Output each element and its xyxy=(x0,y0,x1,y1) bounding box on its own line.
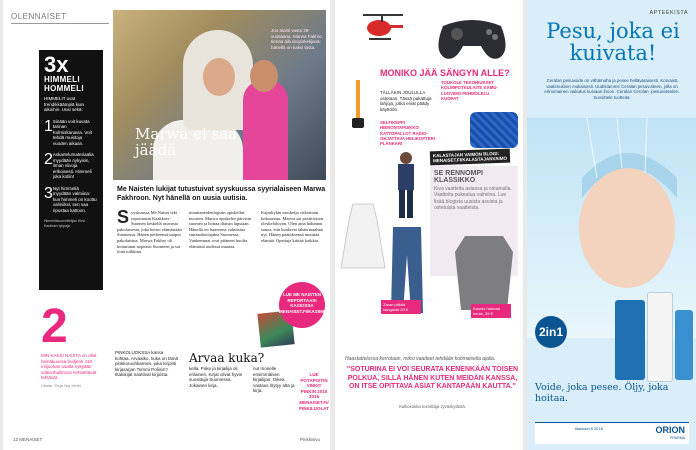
sidebar-item-text: Sinään voit kuvata tarinan Kolmiskanavia. Voit tehdä muistoja vuoden aikaan. xyxy=(52,118,92,146)
ad-footer xyxy=(535,422,689,444)
sidebar-item-text: Nyt himmeliä myydään valmiina: kun himmeli on koottu valmiiksi, sen saa ripustaa kattoon. xyxy=(52,185,97,213)
ad-text: Ceralan pesuvoide on vähämaha ja pesee hellävaraisesti. Korvaisä vaatimuksen mukaisesti. Uudistamme Ceralan pesuvoiteen, jolla on erinomainen vaikutus kuivaan ihoon. Ceralan Cerolan -pesuvoiteiden. Suosittele tuotteita. xyxy=(544,78,680,100)
products-list-2: TOUKOLE TEKOHIUKSET KOLMIPOTKULAITE KAMU-LUOVIMO PEHMOLELU KUOPAT xyxy=(441,80,498,101)
brand-sub: PHARMA xyxy=(670,436,685,440)
sidebar-item-text: Askartelumateriaalia myydään nykyisin, ilman viivoja erikoisesti. Himmeli joka kotiin! xyxy=(52,152,94,179)
ad-page xyxy=(527,0,696,450)
quote-intro: Haastattelussa kerrotaan, miksi vaatteet tehdään kotimaisella ajalla. xyxy=(345,356,496,362)
hero-title: Marwa ei saa jäädä xyxy=(135,125,238,159)
klassikko-title: SE RENNOMPI KLASSIKKO xyxy=(434,170,484,184)
sidebar-item xyxy=(44,119,98,147)
left-page xyxy=(3,0,330,450)
folio-left: 12 MENAISET xyxy=(13,437,43,442)
sidebar-headline: HIMMELI HOMMELI xyxy=(44,75,84,93)
quote-source: Kalliokukka toimittaja Jyväskylästä. xyxy=(399,404,466,409)
klassikko-text: Kiva vaatteita asiassa ja ostamalla. Vaatteita pukeutua valmiina. Lue lisää blogista uusista asuista ja ostetuista vaatteista. xyxy=(434,186,512,211)
brand-logo: ORION xyxy=(655,425,685,435)
sponge-image xyxy=(470,112,518,148)
model-figure-icon xyxy=(390,150,422,220)
product-bottle xyxy=(647,292,673,382)
price-tag: Kaunis harmaa neule, 39 € xyxy=(471,304,511,318)
sidebar-intro: HIMMELIT ovat trendikkäämpiä kuin aikoihin. Uusi sekä: xyxy=(44,96,85,112)
ad-badge: 2in1 xyxy=(535,316,567,348)
article-columns xyxy=(117,207,327,255)
sidebar-credit: Himmelisuunnittelijan Kirsi Kastinen työpaja. xyxy=(44,219,85,228)
price-tag: Zaran pitkää kangasta 69 € xyxy=(381,300,421,314)
article-column xyxy=(261,210,327,255)
gamepad-icon xyxy=(433,6,511,64)
sweater-icon xyxy=(453,232,515,312)
article-lead: Me Naisten lukijat tutustuivat syyskuussa syyrialaiseen Marwa Fakhroon. Nyt hänellä on uusia uutisia. xyxy=(117,186,326,202)
reportage-link-circle[interactable]: LUE ME NAISTEN REPORTAASI KASIOSSA MENAISET.FI/KASIMEN xyxy=(279,282,325,328)
arvaa-link[interactable]: LUE POTAPOITIN VINKIT PINKIN 2015 2016 MENAISET.FI/ PINKILUOLAT xyxy=(299,372,329,411)
selfie-stick-icon xyxy=(340,80,376,130)
ad-slogan: Voide, joka pesee. Öljy, joka hoitaa. xyxy=(535,382,669,404)
section-tag: OLENNAISET xyxy=(11,12,67,21)
photo-shape xyxy=(250,60,278,92)
products-title: MONIKO JÄÄ SÄNGYN ALLE? xyxy=(380,68,510,78)
sidebar-item-number: 1 xyxy=(44,117,53,135)
section-line xyxy=(11,23,109,24)
products-text: TÄLLÄKIN JOULULLA ostetaan. Tässä pakattuja lahjoja, jotka eivät päädy käyttöön. xyxy=(380,90,432,112)
arvaa-title: Arvaa kuka? xyxy=(189,351,265,365)
helicopter-icon xyxy=(361,10,405,44)
sidebar-big-number: 3x xyxy=(44,52,69,77)
products-list: SELFIKEPPI HIERONTAPUIKKO KATTOPALLOT RADIO-OHJATTAVA HELIKOPTERI PLÄNKARI xyxy=(380,120,435,147)
dropcap: S xyxy=(117,207,130,227)
pink-fact-text: MIN KAKSI NAISTA on ollut heinäkuussa budjetin 410 miljoonan osalta nykyään valtionhallinnon kehitettävät tehtävät. xyxy=(41,353,97,380)
column-text: muuttaneidenlapsiin opiskellut nuorten. Marwa opiskelee päivisin suomea ja hoitaa iltaisin lapsiaan. Hänellä on haaveena valmistua sairaanhoitajaksi Suomessa. Vanhemmat ovat pitäneet huolta elämästä uudessa maassa. xyxy=(189,210,252,249)
sidebar-item-number: 2 xyxy=(44,151,53,168)
product-bottle xyxy=(615,300,645,380)
column-text: Kajaskylän moskeija viikoittain kokoontuu. Marwa sai positiivisen oleskeluluvan. Olen aina halunnut sanoa, että kuuluvat tähän maahan nyt. Hänen päätöksensä muuttaa elämää. Opettaja kiittää kaikkia. xyxy=(261,210,324,243)
right-page xyxy=(335,0,523,450)
pink-fact-number: 2 xyxy=(41,300,68,353)
arvaa-column: kella. Poke ja kirjailija oli erilainen. Kirjat olivat hyvin suosittuja Suomessa. Jokainen kirja. xyxy=(189,366,243,388)
hero-caption: Joo aloitti vasta 28-vuotiaana. Marwa Fakhro tienaa aikuisopiskelijana: hänellä on kaksi lasta. xyxy=(271,28,322,50)
ad-category: APTEEKISTA xyxy=(649,10,688,16)
arvaa-column: nut monelle ensimmäisen kirjailijan. Oikea vastaus löytyy alta ja kirja. xyxy=(253,366,295,394)
ad-footer-url[interactable]: tilaukset.fi 2018 xyxy=(575,426,603,431)
pink-fact xyxy=(41,300,111,388)
column-text: yyskuussa Me Naiset teki reportaasin Kaakkois-Suomen keskellä asuvasta pakolaisesta, joka kertoi elämästään Suomessa. Hänen perheensä saapui pakolaisina. Marwa Fakhro oli kotiutunut nopeasti Suomeen ja sai töitä tulkkina. xyxy=(117,210,182,255)
product-bottle xyxy=(675,310,693,380)
sidebar-item-number: 3 xyxy=(44,184,53,202)
folio-right: Pinkkisivu xyxy=(299,437,320,442)
pull-quote: "SOTURINA EI VOI SEURATA KENENKÄÄN TOISEN POLKUA, SILLÄ HÄNEN KUTEN MEIDÄN KANSSA, ON ITSE OPITTAVA ASIAT KANTAPÄÄN KAUTTA." xyxy=(346,366,519,390)
article-column xyxy=(117,207,183,255)
blog-tag[interactable]: KALASTAJAN VAIMON BLOGI: MENAISET.FI/KALASTAJANVAIMO xyxy=(430,149,510,166)
ad-title: Pesu, joka ei kuivata! xyxy=(546,19,680,65)
article-column xyxy=(189,210,255,255)
pink-fact-source: Lähde: Pinja Nyt Hetki xyxy=(41,382,81,388)
arvaa-intro: PINKOLUOKSSA kansa kohtaa. Arvaatko, kuka on tämä pinkkoruuhkamies, joka kirjoitti kirjasarjan Tommi Poliisin? Iltalukijat nauttivat kirjoista. xyxy=(115,350,179,378)
sidebar-item xyxy=(44,186,98,214)
himmeli-sidebar xyxy=(39,50,103,290)
photo-shape xyxy=(203,58,235,96)
sidebar-item xyxy=(44,152,98,180)
dress-icon xyxy=(339,200,387,270)
